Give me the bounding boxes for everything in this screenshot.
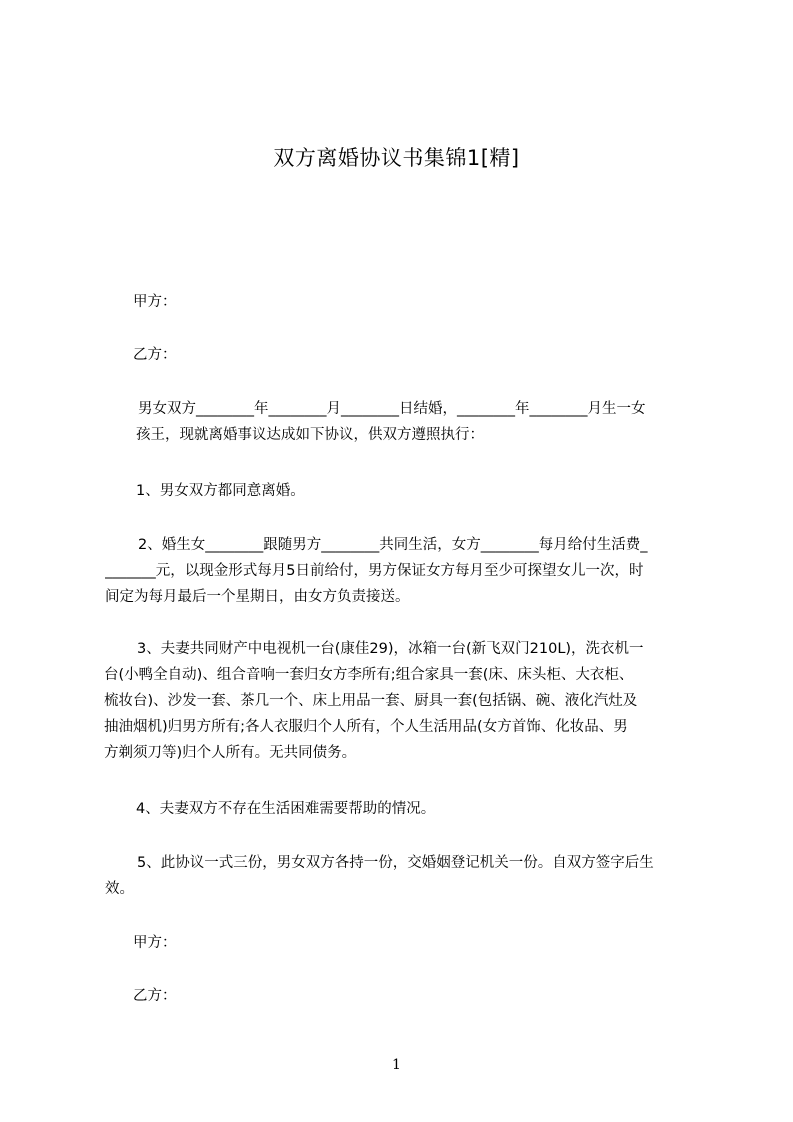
- clause-3: [104, 636, 708, 766]
- intro-paragraph: [138, 396, 708, 448]
- clause-2-line: 2、婚生女________跟随男方________共同生活，女方________每月给付生活费_: [138, 537, 648, 553]
- clause-2-line: 间定为每月最后一个星期日，由女方负责接送。: [105, 589, 410, 605]
- clause-3-line: 台(小鸭全自动)、组合音响一套归女方李所有;组合家具一套(床、床头柜、大衣柜、: [104, 667, 634, 683]
- party-b-text-bottom: 乙方：: [133, 988, 177, 1004]
- clause-1: [136, 478, 716, 504]
- document-title: 双方离婚协议书集锦1[精]: [273, 146, 520, 170]
- clause-5: [105, 850, 708, 902]
- clause-1-line: 1、男女双方都同意离婚。: [136, 483, 305, 499]
- clause-5-line: 5、此协议一式三份，男女双方各持一份，交婚姻登记机关一份。自双方签字后生: [137, 855, 654, 871]
- clause-4: [136, 796, 716, 822]
- page-number: 1: [392, 1057, 401, 1073]
- clause-2: [105, 532, 708, 610]
- party-a-label-top: [133, 289, 713, 315]
- party-b-label-bottom: [133, 983, 713, 1009]
- party-a-label-bottom: [133, 930, 713, 956]
- clause-5-line: 效。: [105, 881, 134, 897]
- intro-line: 孩王，现就离婚事议达成如下协议，供双方遵照执行：: [136, 427, 484, 443]
- clause-3-line: 3、夫妻共同财产中电视机一台(康佳29)，冰箱一台(新飞双门210L)，洗衣机一: [137, 641, 644, 657]
- clause-2-line: _______元，以现金形式每月5日前给付，男方保证女方每月至少可探望女儿一次，时: [105, 563, 644, 579]
- clause-3-line: 方剃须刀等)归个人所有。无共同债务。: [104, 745, 357, 761]
- party-a-text-bottom: 甲方：: [133, 935, 177, 951]
- intro-line: 男女双方________年________月________日结婚，________年________月生一女: [138, 401, 646, 417]
- party-a-text-top: 甲方：: [133, 294, 177, 310]
- clause-3-line: 梳妆台)、沙发一套、茶几一个、床上用品一套、厨具一套(包括锅、碗、液化汽灶及: [104, 693, 638, 709]
- clause-3-line: 抽油烟机)归男方所有;各人衣服归个人所有，个人生活用品(女方首饰、化妆品、男: [104, 719, 628, 735]
- clause-4-line: 4、夫妻双方不存在生活困难需要帮助的情况。: [136, 801, 436, 817]
- party-b-text-top: 乙方：: [133, 347, 177, 363]
- party-b-label-top: [133, 342, 713, 368]
